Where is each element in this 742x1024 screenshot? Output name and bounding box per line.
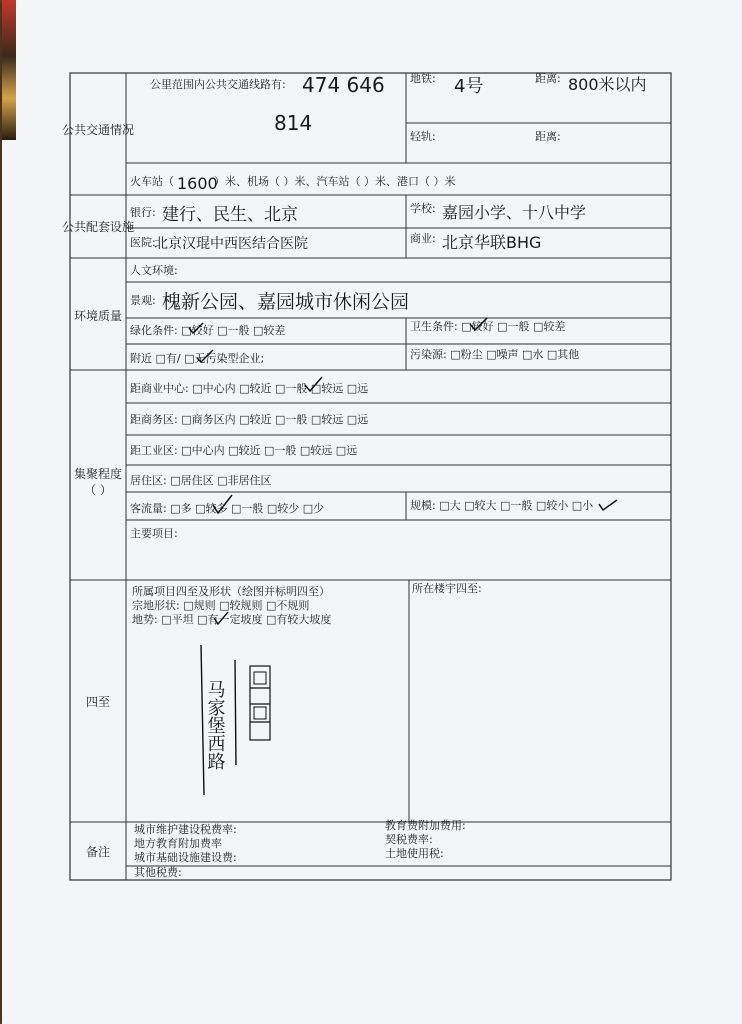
bus-value-2: 814: [274, 111, 313, 135]
nearby-label: 附近 □有/ □无污染型企业;: [130, 352, 265, 365]
note-right-2: 契税费率:: [385, 833, 433, 846]
hospital-value: 北京汉琨中西医结合医院: [154, 236, 308, 252]
school-label: 学校:: [410, 202, 436, 215]
hygiene-label: 卫生条件: □较好 □一般 □较差: [410, 320, 566, 333]
check-mark-icon: [599, 500, 617, 510]
building-sketch: [250, 666, 270, 740]
building-mark: [254, 707, 266, 719]
bus-label: 公里范围内公共交通线路有:: [150, 78, 286, 91]
landscape-label: 景观:: [130, 294, 156, 307]
landscape-value: 槐新公园、嘉园城市休闲公园: [162, 291, 410, 313]
subway-value: 4号: [454, 76, 484, 97]
bank-value: 建行、民生、北京: [162, 205, 298, 225]
section-facilities: 公共配套设施: [61, 220, 135, 234]
commerce-value: 北京华联BHG: [442, 233, 542, 252]
note-left-1: 城市维护建设税费率:: [134, 823, 237, 836]
building-boundary-label: 所在楼宇四至:: [412, 582, 482, 595]
stations-line: 火车站（: [130, 175, 174, 188]
commercial-center-line: 距商业中心: □中心内 □较近 □一般 □较远 □远: [130, 382, 369, 395]
human-env-label: 人文环境:: [130, 264, 178, 277]
school-value: 嘉园小学、十八中学: [442, 203, 587, 222]
business-area-line: 距商务区: □商务区内 □较近 □一般 □较远 □远: [130, 413, 369, 426]
terrain-line: 地势: □平坦 □有一定坡度 □有较大坡度: [132, 613, 332, 626]
building-mark: [254, 672, 266, 684]
road-line: [235, 660, 236, 765]
main-projects-label: 主要项目:: [130, 527, 178, 540]
pollution-label: 污染源: □粉尘 □噪声 □水 □其他: [410, 348, 580, 361]
distance-label: 距离:: [535, 72, 561, 85]
section-transport: 公共交通情况: [61, 123, 135, 137]
traffic-line: 客流量: □多 □较多 □一般 □较少 □少: [130, 502, 325, 515]
industrial-area-line: 距工业区: □中心内 □较近 □一般 □较远 □远: [130, 444, 358, 457]
note-left-4: 其他税费:: [134, 866, 182, 879]
scale-line: 规模: □大 □较大 □一般 □较小 □小: [410, 499, 594, 512]
note-right-1: 教育费附加费用:: [385, 819, 466, 832]
distance2-label: 距离:: [535, 130, 561, 143]
shape-line: 宗地形状: □规则 □较规则 □不规则: [132, 599, 310, 612]
commerce-label: 商业:: [410, 232, 436, 245]
stations-rest: ）米、机场（ ）米、汽车站（ ）米、港口（ ）米: [214, 175, 456, 188]
project-boundary-line: 所属项目四至及形状（绘图并标明四至）: [132, 585, 330, 598]
section-cluster-paren: （ ）: [84, 483, 112, 497]
train-station-value: 1600: [177, 174, 218, 193]
note-right-3: 土地使用税:: [385, 847, 444, 860]
section-boundary: 四至: [85, 695, 111, 709]
note-left-3: 城市基础设施建设费:: [134, 851, 237, 864]
paper-sheet: [2, 0, 742, 1024]
green-label: 绿化条件: □较好 □一般 □较差: [130, 324, 286, 337]
hospital-label: 医院:: [130, 236, 156, 249]
section-notes: 备注: [85, 845, 111, 859]
residential-line: 居住区: □居住区 □非居住区: [130, 474, 272, 487]
section-cluster: 集聚程度: [73, 467, 123, 481]
note-left-2: 地方教育附加费率: [134, 837, 222, 850]
distance-value: 800米以内: [568, 75, 647, 94]
light-rail-label: 轻轨:: [410, 130, 436, 143]
bus-value: 474 646: [302, 73, 385, 97]
form-table: [2, 0, 742, 1024]
road-label: 马家堡西路: [204, 680, 226, 770]
section-environment: 环境质量: [73, 309, 123, 323]
bank-label: 银行:: [130, 206, 156, 219]
subway-label: 地铁:: [410, 72, 436, 85]
